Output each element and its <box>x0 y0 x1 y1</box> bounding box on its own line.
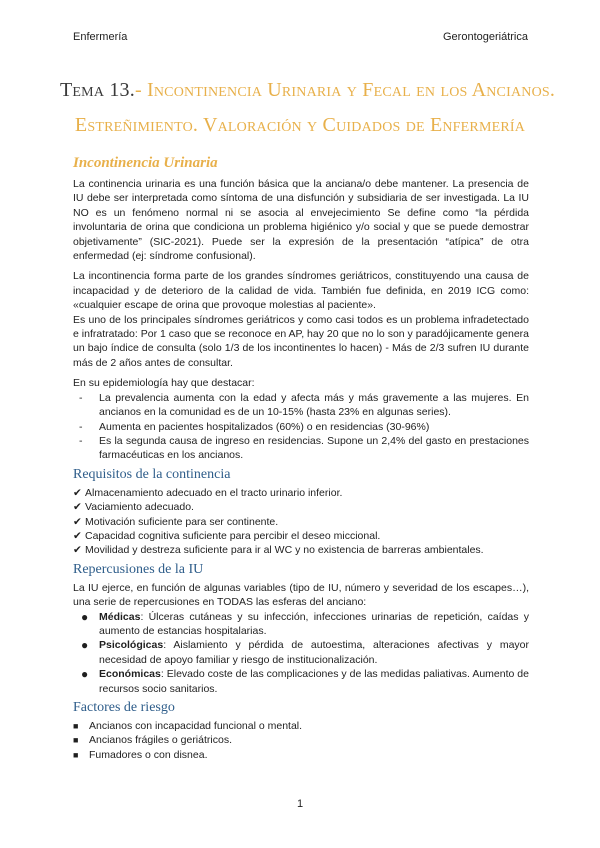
header-right: Gerontogeriátrica <box>443 31 528 43</box>
title-line1-rest: - Incontinencia Urinaria y Fecal en los Ancianos. <box>134 79 556 101</box>
title-prefix: Tema 13. <box>60 79 135 101</box>
checkmark-icon: ✔ <box>73 544 82 557</box>
title-line-1 <box>60 79 556 102</box>
title-line-2: Estreñimiento. Valoración y Cuidados de Enfermería <box>74 114 526 136</box>
heading-requisitos: Requisitos de la continencia <box>73 466 231 482</box>
checkmark-icon: ✔ <box>73 529 82 542</box>
list-item: ● Económicas: Elevado coste de las complicaciones y de las medidas paliativas. Aumento de recursos socio sanitarios. <box>81 667 529 695</box>
heading-repercusiones: Repercusiones de la IU <box>73 561 204 577</box>
list-item: ✔ Motivación suficiente para ser continente. <box>73 515 279 528</box>
heading-incontinencia: Incontinencia Urinaria <box>73 155 218 171</box>
checkmark-icon: ✔ <box>73 486 82 499</box>
square-bullet-icon: ■ <box>73 735 79 746</box>
repercusiones-list <box>73 610 529 696</box>
paragraph-epidemiologia: En su epidemiología hay que destacar: <box>73 377 255 390</box>
square-bullet-icon: ■ <box>73 749 79 760</box>
list-item: ✔ Vaciamiento adecuado. <box>73 501 194 514</box>
heading-factores: Factores de riesgo <box>73 700 175 715</box>
list-item: ✔ Capacidad cognitiva suficiente para percibir el deseo miccional. <box>73 529 381 542</box>
paragraph-definicion: La continencia urinaria es una función básica que la anciana/o debe mantener. La presencia de IU debe ser interpretada como síntoma de una disfunción y subsidiaria de ser investigada. La IU NO es un fenómeno normal ni se asocia al envejecimiento Se define como “la pérdida involuntaria de orina que condiciona un problema higiénico y/o social y que se puede demostrar objetivamente” (SIC-2021). Puede ser la expresión de la presentación “atípica” de otra enfermedad (ej: síndrome confusional). <box>73 178 529 263</box>
list-item: ■ Ancianos con incapacidad funcional o mental. <box>73 720 303 732</box>
requisitos-list <box>73 486 529 558</box>
square-bullet-icon: ■ <box>73 721 79 731</box>
checkmark-icon: ✔ <box>73 501 82 514</box>
checkmark-icon: ✔ <box>73 515 82 528</box>
epidemiology-list <box>73 391 529 463</box>
list-item: ✔ Almacenamiento adecuado en el tracto urinario inferior. <box>73 486 343 499</box>
header-left: Enfermería <box>73 31 128 43</box>
list-item: ✔ Movilidad y destreza suficiente para ir al WC y no existencia de barreras ambientales. <box>73 544 484 557</box>
list-item: ● Psicológicas: Aislamiento y pérdida de autoestima, alteraciones afectivas y mayor necesidad de apoyo familiar y riesgo de institucionalización. <box>81 638 529 666</box>
page-number: 1 <box>296 798 304 810</box>
list-item: - Es la segunda causa de ingreso en residencias. Supone un 2,4% del gasto en prestaciones farmacéuticas en los ancianos. <box>79 434 529 462</box>
list-item: ■ Ancianos frágiles o geriátricos. <box>73 734 232 747</box>
list-item: - Aumenta en pacientes hospitalizados (60%) o en residencias (30-96%) <box>79 420 430 433</box>
list-item: ● Médicas: Úlceras cutáneas y su infección, infecciones urinarias de repetición, caídas y aumento de estancias hospitalarias. <box>81 609 529 637</box>
document-body <box>73 155 529 766</box>
paragraph-repercusiones: La IU ejerce, en función de algunas variables (tipo de IU, número y severidad de los escapes…), una serie de repercusiones en TODAS las esferas del anciano: <box>73 581 529 609</box>
factores-list <box>73 719 529 762</box>
list-item: ■ Fumadores o con disnea. <box>73 748 208 761</box>
paragraph-sindromes: La incontinencia forma parte de los grandes síndromes geriátricos, constituyendo una causa de incapacidad y de deterioro de la calidad de vida. También fue definida, en 2019 ICG como: «cualquier escape de orina que provoque molestias al paciente». <box>73 270 529 312</box>
list-item: - La prevalencia aumenta con la edad y afecta más y más gravemente a las mujeres. En ancianos en la comunidad es de un 10-15% (hasta 23% en algunas series). <box>79 391 529 419</box>
paragraph-infradetectado: Es uno de los principales síndromes geriátricos y como casi todos es un problema infradetectado e infratratado: Por 1 caso que se reconoce en AP, hay 20 que no lo son y paradójicamente genera un bajo índice de consulta (solo 1/3 de los incontinentes lo hacen) - Más de 2/3 sufren IU durante más de 2 años antes de consultar. <box>73 313 529 369</box>
